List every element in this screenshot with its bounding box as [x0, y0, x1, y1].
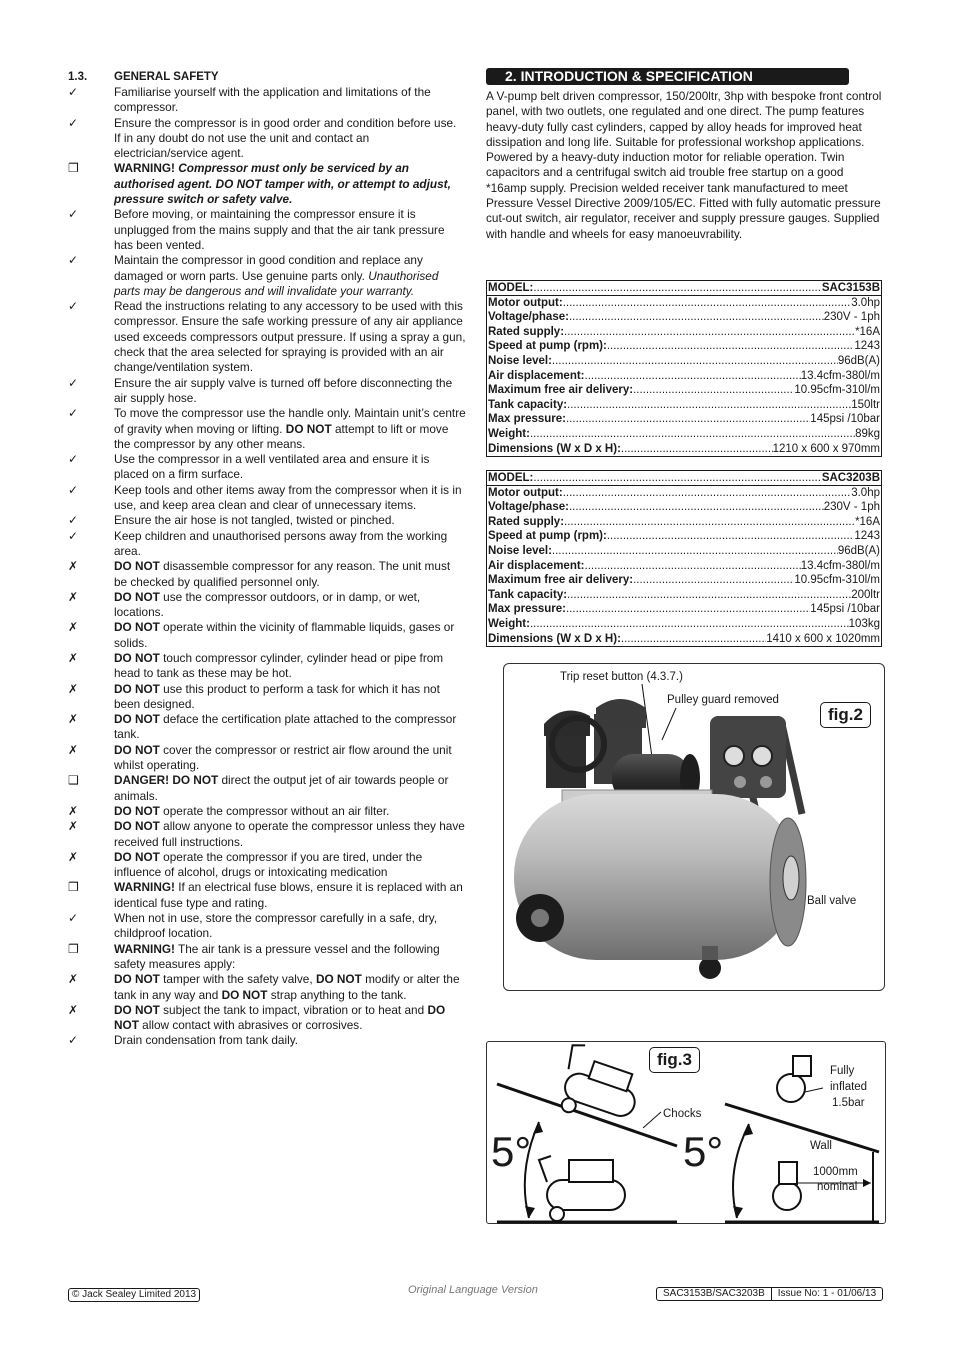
spec-dot-leader [633, 573, 794, 588]
safety-item-text: DO NOT subject the tank to impact, vibration or to heat and DO NOT allow contact with abrasives or corrosives. [114, 1002, 446, 1033]
spec-row [487, 281, 881, 296]
spec-label: Maximum free air delivery: [488, 574, 634, 587]
spec-label: Motor output: [488, 296, 563, 309]
check-icon: ✓ [68, 375, 79, 390]
safety-item-text: WARNING! If an electrical fuse blows, ensure it is replaced with an identical fuse type and rating. [114, 880, 463, 910]
spec-table-sac3153b [486, 280, 882, 457]
spec-label: Air displacement: [488, 559, 585, 572]
spec-label: Dimensions (W x D x H): [488, 442, 621, 455]
footer-language: Original Language Version [408, 1284, 538, 1296]
safety-item [68, 483, 466, 514]
spec-row [487, 354, 881, 369]
spec-value: 230V - 1ph [823, 311, 880, 324]
spec-value: 3.0hp [851, 296, 880, 309]
safety-item [68, 942, 466, 973]
spec-value: 1243 [854, 340, 880, 353]
warning-box-icon: ❒ [68, 161, 79, 176]
callout-inflated: inflated [830, 1081, 868, 1093]
spec-dot-leader [569, 500, 824, 515]
compressor-illustration [504, 664, 886, 992]
spec-dot-leader [566, 412, 810, 427]
spec-label: Dimensions (W x D x H): [488, 632, 621, 645]
safety-item [68, 850, 466, 881]
spec-row [487, 529, 881, 544]
check-icon: ✓ [68, 482, 79, 497]
safety-item-text: Before moving, or maintaining the compressor ensure it is unplugged from the mains supply and that the air tank pressure has been vented. [114, 207, 445, 252]
spec-label: MODEL: [488, 282, 534, 294]
safety-item [68, 116, 466, 162]
spec-dot-leader [563, 296, 852, 311]
spec-label: Voltage/phase: [488, 501, 569, 514]
safety-item-text: DO NOT touch compressor cylinder, cylinder head or pipe from head to tank as these may be hot. [114, 650, 444, 681]
spec-row [487, 471, 881, 486]
safety-item-text: DO NOT disassemble compressor for any reason. The unit must be checked by qualified personnel only. [114, 559, 451, 589]
safety-item [68, 452, 466, 483]
slope-illustration [487, 1042, 887, 1225]
introduction-text: A V-pump belt driven compressor, 150/200ltr, 3hp with bespoke front control panel, with two outlets, one regulated and one direct. The pump features heavy-duty fully cast cylinders, capped by alloy heads for improved heat dissipation and long life. Suitable for professional workshop applications. Powered by a heavy-duty induction motor for reliable operation. Twin capacitors and a centrifugal switch aid trouble free startup on a good *16amp supply. Precision welded receiver tank manufactured to meet Pressure Vessel Directive 2009/105/EC. Fitted with fully automatic pressure cut-out switch, air regulator, receiver and supply pressure gauges. Supplied with handle and wheels for easy manoeuvrability. [486, 89, 882, 241]
spec-value: 1210 x 600 x 970mm [772, 442, 880, 455]
safety-item [68, 911, 466, 942]
cross-icon: ✗ [68, 589, 79, 604]
spec-row [487, 559, 881, 574]
safety-item [68, 529, 466, 560]
cross-icon: ✗ [68, 803, 79, 818]
spec-value: 145psi /10bar [810, 603, 880, 616]
check-icon: ✓ [68, 406, 79, 421]
callout-trip-reset: Trip reset button (4.3.7.) [560, 671, 683, 683]
safety-item-text: DO NOT operate the compressor without an air filter. [114, 803, 390, 818]
safety-item [68, 253, 466, 299]
spec-value: SAC3153B [821, 282, 880, 294]
safety-item-text: WARNING! Compressor must only be serviced by an authorised agent. DO NOT tamper with, or attempt to adjust, pressure switch or safety valve. [114, 161, 451, 207]
spec-label: Speed at pump (rpm): [488, 530, 607, 543]
cross-icon: ✗ [68, 1002, 79, 1017]
spec-row [487, 339, 881, 354]
spec-dot-leader [621, 442, 773, 457]
spec-label: Air displacement: [488, 369, 585, 382]
safety-item-text: Ensure the air hose is not tangled, twisted or pinched. [114, 513, 395, 528]
spec-value: 103kg [848, 617, 880, 630]
safety-item [68, 590, 466, 621]
callout-ball-valve: Ball valve [807, 895, 857, 907]
spec-value: 3.0hp [851, 486, 880, 499]
spec-row [487, 383, 881, 398]
safety-item-text: Familiarise yourself with the application and limitations of the compressor. [114, 85, 431, 115]
callout-fully: Fully [830, 1065, 855, 1077]
safety-item [68, 651, 466, 682]
safety-item [68, 804, 466, 819]
spec-row [487, 486, 881, 501]
cross-icon: ✗ [68, 849, 79, 864]
safety-item [68, 85, 466, 116]
check-icon: ✓ [68, 513, 79, 528]
check-icon: ✓ [68, 1033, 79, 1048]
section-number: 1.3. [68, 70, 88, 83]
safety-item [68, 513, 466, 528]
safety-item [68, 819, 466, 850]
cross-icon: ✗ [68, 712, 79, 727]
angle-right: 5° [683, 1128, 724, 1175]
safety-item-text: To move the compressor use the handle only. Maintain unit’s centre of gravity when moving or lifting. DO NOT attempt to lift or move the compressor by any other means. [114, 406, 466, 451]
footer-issue [656, 1287, 883, 1301]
spec-label: MODEL: [488, 472, 534, 484]
warning-box-icon: ❒ [68, 880, 79, 895]
spec-label: Tank capacity: [488, 398, 568, 411]
check-icon: ✓ [68, 452, 79, 467]
spec-label: Voltage/phase: [488, 311, 569, 324]
spec-dot-leader [563, 486, 852, 501]
spec-dot-leader [533, 471, 821, 485]
footer-model: SAC3153B/SAC3203B [657, 1288, 772, 1300]
spec-row [487, 427, 881, 442]
spec-row [487, 369, 881, 384]
section-title: GENERAL SAFETY [114, 70, 219, 83]
safety-item-text: DANGER! DO NOT direct the output jet of air towards people or animals. [114, 773, 449, 803]
callout-pulley-guard: Pulley guard removed [667, 694, 779, 706]
fig2-label: fig.2 [820, 702, 871, 728]
safety-item-text: Keep tools and other items away from the compressor when it is in use, and keep area clean and clear of unnecessary items. [114, 482, 462, 513]
spec-value: *16A [855, 325, 880, 338]
safety-item [68, 972, 466, 1003]
safety-item-text: WARNING! The air tank is a pressure vessel and the following safety measures apply: [114, 941, 440, 971]
spec-row [487, 602, 881, 617]
spec-dot-leader [552, 354, 838, 369]
safety-item [68, 880, 466, 911]
cross-icon: ✗ [68, 972, 79, 987]
safety-item-text: Ensure the compressor is in good order and condition before use. If in any doubt do not use the unit and contact an electrician/service agent. [114, 115, 457, 161]
safety-item-text: DO NOT use the compressor outdoors, or in damp, or wet, locations. [114, 589, 421, 620]
section-heading [68, 68, 466, 85]
spec-dot-leader [607, 529, 855, 544]
footer-issue-number: Issue No: 1 - 01/06/13 [777, 1288, 877, 1299]
spec-value: 1243 [854, 530, 880, 543]
safety-item [68, 712, 466, 743]
spec-value: 13.4cfm-380l/m [800, 559, 880, 572]
safety-item [68, 682, 466, 713]
check-icon: ✓ [68, 85, 79, 99]
safety-item-text: Ensure the air supply valve is turned off before disconnecting the air supply hose. [114, 375, 453, 405]
spec-row [487, 632, 881, 647]
spec-label: Noise level: [488, 354, 552, 367]
spec-label: Rated supply: [488, 325, 565, 338]
safety-item [68, 743, 466, 774]
spec-row [487, 573, 881, 588]
spec-label: Tank capacity: [488, 588, 568, 601]
spec-value: 13.4cfm-380l/m [800, 369, 880, 382]
safety-item [68, 376, 466, 407]
spec-dot-leader [566, 602, 810, 617]
spec-dot-leader [552, 544, 838, 559]
safety-item-text: Drain condensation from tank daily. [114, 1033, 299, 1048]
safety-item-text: When not in use, store the compressor carefully in a safe, dry, childproof location. [114, 911, 438, 941]
callout-pressure: 1.5bar [832, 1097, 865, 1109]
spec-value: 1410 x 600 x 1020mm [766, 632, 880, 645]
introduction-section [486, 68, 884, 242]
angle-left: 5° [491, 1128, 532, 1175]
spec-label: Noise level: [488, 544, 552, 557]
callout-wall: Wall [810, 1140, 832, 1152]
safety-item-text: Keep children and unauthorised persons away from the working area. [114, 528, 448, 558]
safety-item [68, 620, 466, 651]
safety-item [68, 406, 466, 452]
safety-item-text: Use the compressor in a well ventilated area and ensure it is placed on a firm surface. [114, 452, 430, 482]
spec-row [487, 617, 881, 632]
spec-dot-leader [585, 559, 801, 574]
spec-dot-leader [533, 281, 821, 295]
safety-item-text: DO NOT allow anyone to operate the compressor unless they have received full instructions. [114, 819, 465, 849]
check-icon: ✓ [68, 115, 79, 130]
cross-icon: ✗ [68, 620, 79, 635]
spec-dot-leader [530, 617, 849, 632]
fig3-label: fig.3 [649, 1047, 700, 1073]
callout-distance: 1000mm [813, 1166, 858, 1178]
fig3-box [486, 1041, 886, 1224]
safety-item-text: Maintain the compressor in good condition and replace any damaged or worn parts. Use genuine parts only. Unauthorised parts may be dangerous and will invalidate your warranty. [114, 253, 439, 298]
safety-item [68, 773, 466, 804]
spec-dot-leader [564, 325, 855, 340]
check-icon: ✓ [68, 253, 79, 268]
spec-value: SAC3203B [821, 472, 880, 484]
spec-row [487, 544, 881, 559]
spec-label: Weight: [488, 617, 530, 630]
spec-row [487, 588, 881, 603]
spec-value: 150ltr [851, 398, 880, 411]
safety-item-text: DO NOT deface the certification plate attached to the compressor tank. [114, 712, 457, 742]
fig2-box [503, 663, 885, 991]
spec-row [487, 310, 881, 325]
spec-value: *16A [855, 515, 880, 528]
safety-item [68, 559, 466, 590]
general-safety-section [68, 68, 466, 1049]
footer-copyright: © Jack Sealey Limited 2013 [68, 1288, 200, 1302]
cross-icon: ✗ [68, 559, 79, 574]
safety-item [68, 161, 466, 207]
spec-value: 96dB(A) [837, 354, 880, 367]
spec-dot-leader [567, 588, 851, 603]
introduction-heading: 2. INTRODUCTION & SPECIFICATION [486, 68, 849, 85]
safety-item-text: DO NOT tamper with the safety valve, DO NOT modify or alter the tank in any way and DO NOT strap anything to the tank. [114, 972, 460, 1002]
safety-item-text: DO NOT operate within the vicinity of flammable liquids, gases or solids. [114, 620, 455, 650]
spec-label: Motor output: [488, 486, 563, 499]
spec-dot-leader [564, 515, 855, 530]
spec-label: Max pressure: [488, 413, 566, 426]
spec-label: Speed at pump (rpm): [488, 340, 607, 353]
spec-row [487, 398, 881, 413]
safety-item [68, 299, 466, 375]
spec-value: 96dB(A) [837, 544, 880, 557]
spec-dot-leader [633, 383, 794, 398]
spec-dot-leader [530, 427, 855, 442]
cross-icon: ✗ [68, 650, 79, 665]
spec-value: 10.95cfm-310l/m [794, 384, 880, 397]
safety-item [68, 1003, 466, 1034]
spec-row [487, 442, 881, 457]
spec-label: Max pressure: [488, 603, 566, 616]
spec-dot-leader [569, 310, 824, 325]
safety-item [68, 1033, 466, 1048]
spec-value: 89kg [855, 427, 880, 440]
safety-item-text: DO NOT cover the compressor or restrict air flow around the unit whilst operating. [114, 742, 452, 773]
spec-value: 230V - 1ph [823, 501, 880, 514]
warning-box-icon: ❑ [68, 773, 79, 788]
cross-icon: ✗ [68, 819, 79, 834]
safety-list [68, 85, 466, 1049]
spec-row [487, 500, 881, 515]
safety-item-text: Read the instructions relating to any accessory to be used with this compressor. Ensure the safe working pressure of any air appliance used exceeds compressors output pressure. If using a spray a gun, check that the area selected for spraying is provided with an air change/ventilation system. [114, 299, 466, 375]
spec-dot-leader [607, 339, 855, 354]
spec-row [487, 412, 881, 427]
cross-icon: ✗ [68, 742, 79, 757]
spec-value: 200ltr [851, 588, 880, 601]
callout-chocks: Chocks [663, 1108, 702, 1120]
spec-row [487, 515, 881, 530]
spec-dot-leader [567, 398, 851, 413]
check-icon: ✓ [68, 207, 79, 222]
cross-icon: ✗ [68, 681, 79, 696]
spec-table-sac3203b [486, 470, 882, 647]
safety-item-text: DO NOT operate the compressor if you are tired, under the influence of alcohol, drugs or intoxicating medication [114, 849, 423, 880]
spec-label: Rated supply: [488, 515, 565, 528]
spec-dot-leader [585, 369, 801, 384]
check-icon: ✓ [68, 528, 79, 543]
spec-row [487, 325, 881, 340]
safety-item-text: DO NOT use this product to perform a task for which it has not been designed. [114, 681, 440, 711]
check-icon: ✓ [68, 911, 79, 926]
spec-dot-leader [621, 632, 766, 647]
spec-label: Weight: [488, 427, 530, 440]
warning-box-icon: ❒ [68, 941, 79, 956]
spec-value: 145psi /10bar [810, 413, 880, 426]
safety-item [68, 207, 466, 253]
spec-row [487, 296, 881, 311]
spec-label: Maximum free air delivery: [488, 384, 634, 397]
spec-value: 10.95cfm-310l/m [794, 574, 880, 587]
check-icon: ✓ [68, 299, 79, 314]
callout-nominal: nominal [817, 1181, 858, 1193]
